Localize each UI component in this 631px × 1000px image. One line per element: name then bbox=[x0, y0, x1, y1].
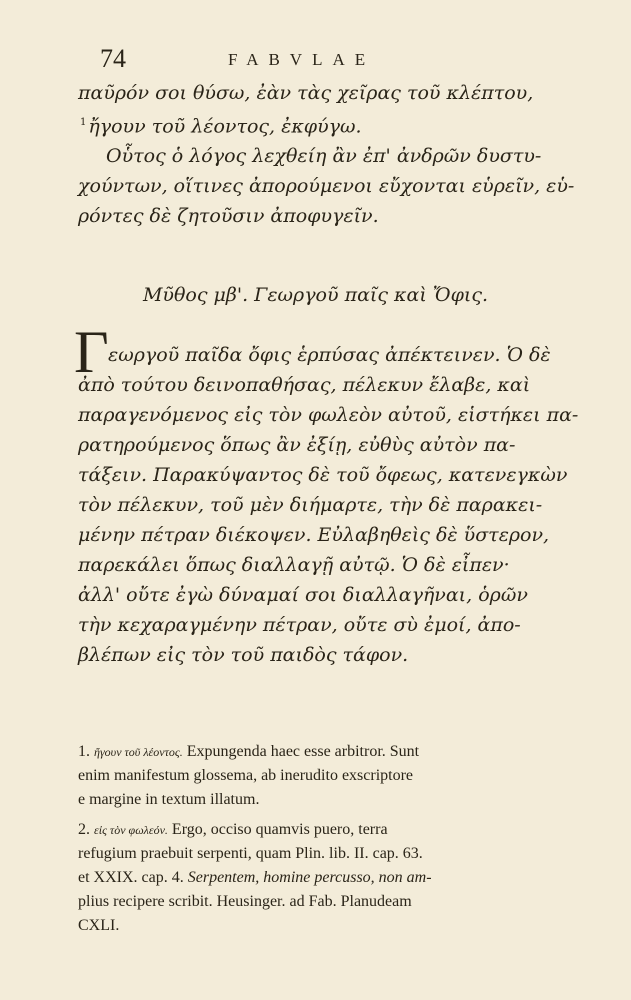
passage-line: χούντων, οἵτινες ἀπορούμενοι εὔχονται εὑρεῖν, εὑ- bbox=[78, 175, 575, 198]
fable-line: τὴν κεχαραγμένην πέτραν, οὔτε σὺ ἐμοί, ἀπο- bbox=[78, 614, 521, 636]
footnote-text: Expungenda haec esse arbitror. Sunt bbox=[186, 743, 420, 760]
fable-line: ἀπὸ τούτου δεινοπαθήσας, πέλεκυν ἔλαβε, καὶ bbox=[78, 374, 531, 396]
fable-line: εωργοῦ παῖδα ὄφις ἑρπύσας ἀπέκτεινεν. Ὁ δὲ bbox=[108, 344, 551, 366]
fable-title: Μῦθος μβ'. Γεωργοῦ παῖς καὶ Ὄφις. bbox=[142, 284, 489, 306]
page-number: 74 bbox=[100, 44, 126, 73]
footnote-text: e margine in textum illatum. bbox=[78, 791, 260, 808]
passage-line: παῦρόν σοι θύσω, ἐὰν τὰς χεῖρας τοῦ κλέπτου, bbox=[78, 82, 534, 104]
footnote-text: enim manifestum glossema, ab inerudito exscriptore bbox=[78, 767, 414, 784]
fable-text bbox=[78, 340, 578, 670]
fable-line: παραγενόμενος εἰς τὸν φωλεὸν αὐτοῦ, εἱστήκει πα- bbox=[78, 404, 579, 426]
fable-line: παρεκάλει ὅπως διαλλαγῇ αὐτῷ. Ὁ δὲ εἶπεν· bbox=[78, 554, 510, 576]
footnotes bbox=[78, 740, 578, 938]
footnote-1 bbox=[78, 740, 578, 812]
fable-line: ἀλλ' οὔτε ἐγὼ δύναμαί σοι διαλλαγῆναι, ὁρῶν bbox=[78, 584, 528, 606]
footnote-number: 1. bbox=[78, 743, 90, 760]
footnote-number: 2. bbox=[78, 821, 90, 838]
footnote-marker: 1 bbox=[80, 117, 87, 128]
passage-line: $^1$ ἤγουν τοῦ λέοντος, ἐκφύγω. bbox=[80, 115, 362, 138]
footnote-quote: non am- bbox=[378, 869, 432, 886]
top-passage bbox=[78, 78, 578, 231]
footnote-lemma: ἤγουν τοῦ λέοντος. bbox=[94, 745, 183, 759]
footnote-text: plius recipere scribit. Heusinger. ad Fab. Planudeam bbox=[78, 893, 412, 910]
fable-line: τάξειν. Παρακύψαντος δὲ τοῦ ὄφεως, κατενεγκὼν bbox=[78, 464, 568, 486]
footnote-lemma: εἰς τὸν φωλεόν. bbox=[94, 823, 168, 837]
footnote-text: et XXIX. cap. 4. bbox=[78, 869, 184, 886]
footnote-text: refugium praebuit serpenti, quam Plin. lib. II. cap. 63. bbox=[78, 845, 423, 862]
footnote-text: Ergo, occiso quamvis puero, terra bbox=[171, 821, 388, 838]
passage-line: ρόντες δὲ ζητοῦσιν ἀποφυγεῖν. bbox=[78, 205, 379, 228]
passage-line: Οὗτος ὁ λόγος λεχθείη ἂν ἐπ' ἀνδρῶν δυστυ- bbox=[106, 145, 542, 168]
footnote-text: CXLI. bbox=[78, 917, 120, 934]
fable-line: μένην πέτραν διέκοψεν. Εὐλαβηθεὶς δὲ ὕστερον, bbox=[78, 524, 550, 546]
footnote-quote: Serpentem, homine percusso, bbox=[187, 869, 375, 886]
fable-line: τὸν πέλεκυν, τοῦ μὲν διήμαρτε, τὴν δὲ παρακει- bbox=[78, 494, 543, 516]
fable-line: ρατηρούμενος ὅπως ἂν ἐξίῃ, εὐθὺς αὐτὸν πα- bbox=[78, 434, 516, 456]
fable-line: βλέπων εἰς τὸν τοῦ παιδὸς τάφον. bbox=[78, 644, 409, 666]
drop-cap: Γ bbox=[74, 319, 109, 385]
running-head: FABVLAE bbox=[228, 50, 376, 69]
footnote-2 bbox=[78, 818, 578, 938]
